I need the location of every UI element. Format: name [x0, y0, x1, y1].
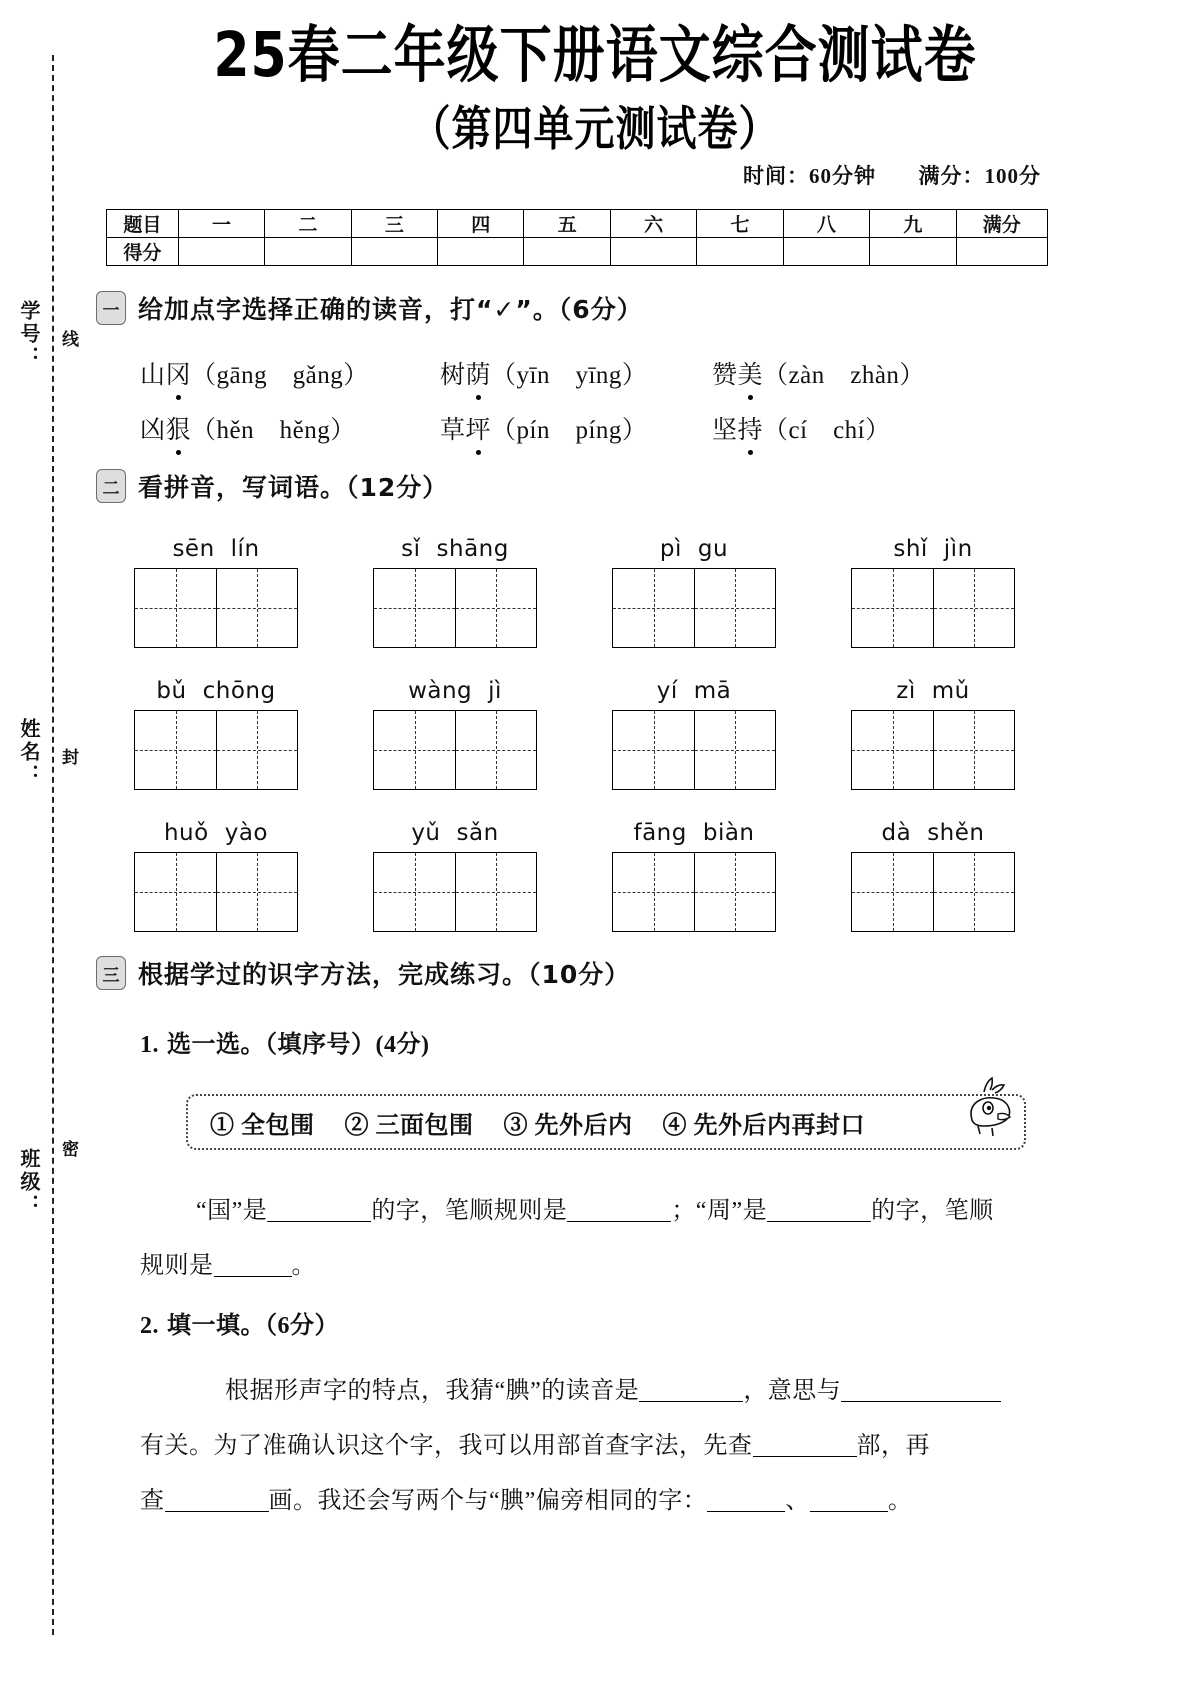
- pinyin-syllable-1: dà: [881, 820, 912, 846]
- q1-item[interactable]: [440, 410, 712, 446]
- fill-text-1d: 的字，笔顺: [871, 1198, 994, 1224]
- pinyin-syllable-1: bǔ: [156, 678, 187, 704]
- answer-blank[interactable]: [214, 1252, 292, 1277]
- fill-text-2a: 规则是: [140, 1253, 214, 1279]
- q3-2-text-2b: 部，再: [856, 1433, 930, 1459]
- pinyin-syllable-1: shǐ: [893, 536, 928, 562]
- score-col-7: 七: [697, 210, 783, 238]
- pinyin-syllable-1: wàng: [408, 678, 473, 704]
- tianzige-box[interactable]: [373, 568, 537, 648]
- seal-char-feng: 封: [59, 748, 78, 768]
- answer-options-box: [186, 1094, 1026, 1150]
- tianzige-box[interactable]: [851, 710, 1015, 790]
- pinyin-grid-item: [612, 536, 776, 648]
- sub-question-2-index: 2.: [140, 1313, 159, 1339]
- tianzige-cell[interactable]: [374, 569, 455, 647]
- tianzige-box[interactable]: [134, 852, 298, 932]
- pinyin-grid-item: [612, 678, 776, 790]
- section-badge-1: 一: [96, 291, 126, 325]
- pinyin-label: [851, 536, 1015, 562]
- tianzige-cell[interactable]: [933, 711, 1014, 789]
- score-cell-3[interactable]: [351, 238, 437, 266]
- cartoon-mascot-icon: [958, 1074, 1032, 1140]
- margin-label-class: 班级：: [17, 1148, 39, 1217]
- pinyin-syllable-2: shěn: [927, 820, 985, 846]
- section-header-3: [96, 955, 630, 991]
- score-col-total: 满分: [956, 210, 1047, 238]
- pinyin-syllable-1: yǔ: [411, 820, 441, 846]
- pinyin-grid-item: [612, 820, 776, 932]
- tianzige-box[interactable]: [612, 568, 776, 648]
- pinyin-label: [373, 820, 537, 846]
- q3-2-text-1a: 根据形声字的特点，我猜“腆”的读音是: [225, 1378, 640, 1404]
- answer-blank[interactable]: [767, 1197, 871, 1222]
- fill-text-2b: 。: [291, 1253, 316, 1279]
- score-cell-7[interactable]: [697, 238, 783, 266]
- pinyin-syllable-2: lín: [230, 536, 260, 562]
- pinyin-syllable-2: mǔ: [931, 678, 970, 704]
- answer-blank[interactable]: [567, 1197, 671, 1222]
- answer-blank[interactable]: [753, 1432, 857, 1457]
- answer-blank[interactable]: [165, 1487, 269, 1512]
- section-title-1: 给加点字选择正确的读音，打“✓”。（6分）: [138, 295, 643, 324]
- tianzige-cell[interactable]: [455, 711, 536, 789]
- pinyin-syllable-1: fāng: [633, 820, 687, 846]
- exam-meta: [743, 160, 1041, 190]
- pinyin-syllable-1: sǐ: [401, 536, 421, 562]
- q3-2-text-1b: ，意思与: [743, 1378, 842, 1404]
- q1-choice-row-2: [140, 410, 1070, 446]
- tianzige-cell[interactable]: [694, 711, 775, 789]
- q1-word-prefix: 凶: [140, 417, 166, 444]
- pinyin-syllable-2: yào: [224, 820, 268, 846]
- pinyin-syllable-1: pì: [659, 536, 682, 562]
- pinyin-grid-item: [851, 820, 1015, 932]
- pinyin-syllable-2: jìn: [943, 536, 973, 562]
- tianzige-cell[interactable]: [613, 711, 694, 789]
- tianzige-box[interactable]: [134, 568, 298, 648]
- sub-question-2-title: [140, 1305, 339, 1340]
- tianzige-cell[interactable]: [216, 711, 297, 789]
- tianzige-cell[interactable]: [135, 711, 216, 789]
- section-header-1: [96, 290, 643, 326]
- pinyin-syllable-2: chōng: [202, 678, 276, 704]
- section-title-2: 看拼音，写词语。（12分）: [138, 473, 449, 502]
- pinyin-label: [373, 536, 537, 562]
- score-cell-total[interactable]: [956, 238, 1047, 266]
- sub-question-1-text: 选一选。（填序号）(4分): [167, 1032, 430, 1058]
- pinyin-grid-item: [134, 536, 298, 648]
- page-title: 25春二年级下册语文综合测试卷: [213, 20, 977, 92]
- q1-dotted-char: 持: [737, 417, 764, 444]
- tianzige-box[interactable]: [612, 852, 776, 932]
- table-row: [107, 210, 1048, 238]
- q3-2-text-2a: 有关。为了准确认识这个字，我可以用部首查字法，先查: [140, 1433, 753, 1459]
- binding-margin: [0, 0, 90, 1684]
- q1-pinyin-options[interactable]: （pín píng）: [491, 417, 648, 444]
- pinyin-grid-item: [851, 678, 1015, 790]
- pinyin-label: [612, 820, 776, 846]
- table-row: [107, 238, 1048, 266]
- seal-char-mi: 密: [59, 1140, 78, 1160]
- seal-char-xian: 线: [59, 330, 78, 350]
- q1-word-prefix: 山: [140, 362, 166, 389]
- pinyin-label: [134, 678, 298, 704]
- tianzige-cell[interactable]: [852, 853, 933, 931]
- q3-2-text-3a: 查: [140, 1488, 165, 1514]
- exam-time-label: 时间：60分钟: [743, 164, 876, 188]
- answer-blank[interactable]: [841, 1377, 1001, 1402]
- score-col-6: 六: [610, 210, 696, 238]
- score-col-3: 三: [351, 210, 437, 238]
- pinyin-grid-item: [851, 536, 1015, 648]
- score-cell-1[interactable]: [178, 238, 264, 266]
- answer-blank[interactable]: [810, 1487, 888, 1512]
- score-col-2: 二: [265, 210, 351, 238]
- tianzige-box[interactable]: [373, 710, 537, 790]
- q1-item[interactable]: [140, 355, 440, 391]
- pinyin-grid-item: [134, 678, 298, 790]
- q1-item[interactable]: [440, 355, 712, 391]
- pinyin-syllable-1: huǒ: [163, 820, 209, 846]
- pinyin-grid-item: [134, 820, 298, 932]
- tianzige-box[interactable]: [851, 568, 1015, 648]
- score-cell-5[interactable]: [524, 238, 610, 266]
- fill-text-1a: “国”是: [196, 1198, 268, 1224]
- score-col-8: 八: [783, 210, 869, 238]
- tianzige-cell[interactable]: [216, 569, 297, 647]
- tianzige-box[interactable]: [612, 710, 776, 790]
- score-col-5: 五: [524, 210, 610, 238]
- section-badge-3: 三: [96, 956, 126, 990]
- exam-total-label: 满分：100分: [918, 164, 1041, 188]
- q1-pinyin-options[interactable]: （yīn yīng）: [491, 362, 648, 389]
- tianzige-cell[interactable]: [135, 853, 216, 931]
- fill-blank-line-1: [196, 1190, 994, 1225]
- fill-blank-line-2: [140, 1245, 316, 1280]
- score-table-row-label-2: 得分: [107, 238, 179, 266]
- q3-2-line-2: [140, 1425, 930, 1460]
- pinyin-label: [134, 820, 298, 846]
- section-badge-2: 二: [96, 469, 126, 503]
- pinyin-syllable-2: mā: [693, 678, 732, 704]
- tianzige-cell[interactable]: [694, 569, 775, 647]
- q1-item[interactable]: [712, 355, 972, 391]
- score-cell-8[interactable]: [783, 238, 869, 266]
- score-cell-2[interactable]: [265, 238, 351, 266]
- option-2[interactable]: ② 三面包围: [344, 1112, 474, 1139]
- pinyin-syllable-2: jì: [488, 678, 502, 704]
- pinyin-syllable-1: yí: [656, 678, 678, 704]
- cut-dashed-line: [52, 55, 54, 1635]
- pinyin-syllable-1: sēn: [172, 536, 215, 562]
- tianzige-cell[interactable]: [455, 569, 536, 647]
- section-header-2: [96, 468, 448, 504]
- tianzige-cell[interactable]: [216, 853, 297, 931]
- pinyin-label: [851, 820, 1015, 846]
- pinyin-grid-item: [373, 536, 537, 648]
- tianzige-cell[interactable]: [613, 569, 694, 647]
- pinyin-label: [612, 678, 776, 704]
- score-col-9: 九: [870, 210, 956, 238]
- fill-text-1b: 的字，笔顺规则是: [371, 1198, 568, 1224]
- q1-pinyin-options[interactable]: （cí chí）: [763, 417, 891, 444]
- pinyin-syllable-2: biàn: [702, 820, 755, 846]
- q1-word-prefix: 赞: [712, 362, 738, 389]
- margin-label-student-id: 学号：: [17, 300, 39, 369]
- sub-question-2-text: 填一填。（6分）: [167, 1313, 339, 1339]
- score-col-4: 四: [438, 210, 524, 238]
- answer-blank[interactable]: [639, 1377, 743, 1402]
- sub-question-1-title: [140, 1024, 429, 1059]
- page-subtitle: （第四单元测试卷）: [410, 102, 780, 157]
- score-table-row-label-1: 题目: [107, 210, 179, 238]
- tianzige-box[interactable]: [134, 710, 298, 790]
- fill-text-1c: ；“周”是: [671, 1198, 768, 1224]
- q1-pinyin-options[interactable]: （hěn hěng）: [191, 417, 356, 444]
- tianzige-cell[interactable]: [135, 569, 216, 647]
- pinyin-grid-item: [373, 820, 537, 932]
- tianzige-box[interactable]: [373, 852, 537, 932]
- pinyin-label: [612, 536, 776, 562]
- q3-2-text-3b: 画。我还会写两个与“腆”偏旁相同的字：: [268, 1488, 708, 1514]
- score-table: [106, 209, 1048, 266]
- q1-dotted-char: 狠: [165, 417, 192, 444]
- pinyin-syllable-2: sǎn: [456, 820, 499, 846]
- score-cell-6[interactable]: [610, 238, 696, 266]
- q1-dotted-char: 荫: [465, 362, 492, 389]
- tianzige-cell[interactable]: [374, 853, 455, 931]
- pinyin-syllable-2: shāng: [436, 536, 509, 562]
- tianzige-box[interactable]: [851, 852, 1015, 932]
- answer-blank[interactable]: [267, 1197, 371, 1222]
- q3-2-line-1: [225, 1370, 1001, 1405]
- q1-word-prefix: 草: [440, 417, 466, 444]
- sub-question-1-index: 1.: [140, 1032, 159, 1058]
- pinyin-grid-item: [373, 678, 537, 790]
- tianzige-cell[interactable]: [933, 569, 1014, 647]
- pinyin-syllable-2: gu: [697, 536, 729, 562]
- option-1[interactable]: ① 全包围: [210, 1112, 315, 1139]
- score-col-1: 一: [178, 210, 264, 238]
- option-3[interactable]: ③ 先外后内: [503, 1112, 633, 1139]
- tianzige-cell[interactable]: [613, 853, 694, 931]
- q1-dotted-char: 冈: [165, 362, 192, 389]
- pinyin-syllable-1: zì: [896, 678, 916, 704]
- q1-word-prefix: 树: [440, 362, 466, 389]
- answer-blank[interactable]: [707, 1487, 785, 1512]
- q1-item[interactable]: [140, 410, 440, 446]
- q1-pinyin-options[interactable]: （zàn zhàn）: [763, 362, 925, 389]
- tianzige-cell[interactable]: [852, 569, 933, 647]
- pinyin-label: [373, 678, 537, 704]
- q1-pinyin-options[interactable]: （gāng gǎng）: [191, 362, 369, 389]
- q3-2-text-3c: 、: [785, 1488, 810, 1514]
- tianzige-cell[interactable]: [933, 853, 1014, 931]
- tianzige-cell[interactable]: [852, 711, 933, 789]
- option-4[interactable]: ④ 先外后内再封口: [662, 1112, 865, 1139]
- tianzige-cell[interactable]: [374, 711, 455, 789]
- pinyin-label: [851, 678, 1015, 704]
- q1-choice-row-1: [140, 355, 1070, 391]
- q1-dotted-char: 美: [737, 362, 764, 389]
- pinyin-label: [134, 536, 298, 562]
- q1-item[interactable]: [712, 410, 972, 446]
- tianzige-cell[interactable]: [694, 853, 775, 931]
- score-cell-9[interactable]: [870, 238, 956, 266]
- score-cell-4[interactable]: [438, 238, 524, 266]
- q1-dotted-char: 坪: [465, 417, 492, 444]
- q1-word-prefix: 坚: [712, 417, 738, 444]
- margin-label-name: 姓名：: [17, 718, 39, 787]
- section-title-3: 根据学过的识字方法，完成练习。（10分）: [138, 960, 631, 989]
- tianzige-cell[interactable]: [455, 853, 536, 931]
- q3-2-line-3: [140, 1480, 912, 1515]
- q3-2-text-3d: 。: [887, 1488, 913, 1514]
